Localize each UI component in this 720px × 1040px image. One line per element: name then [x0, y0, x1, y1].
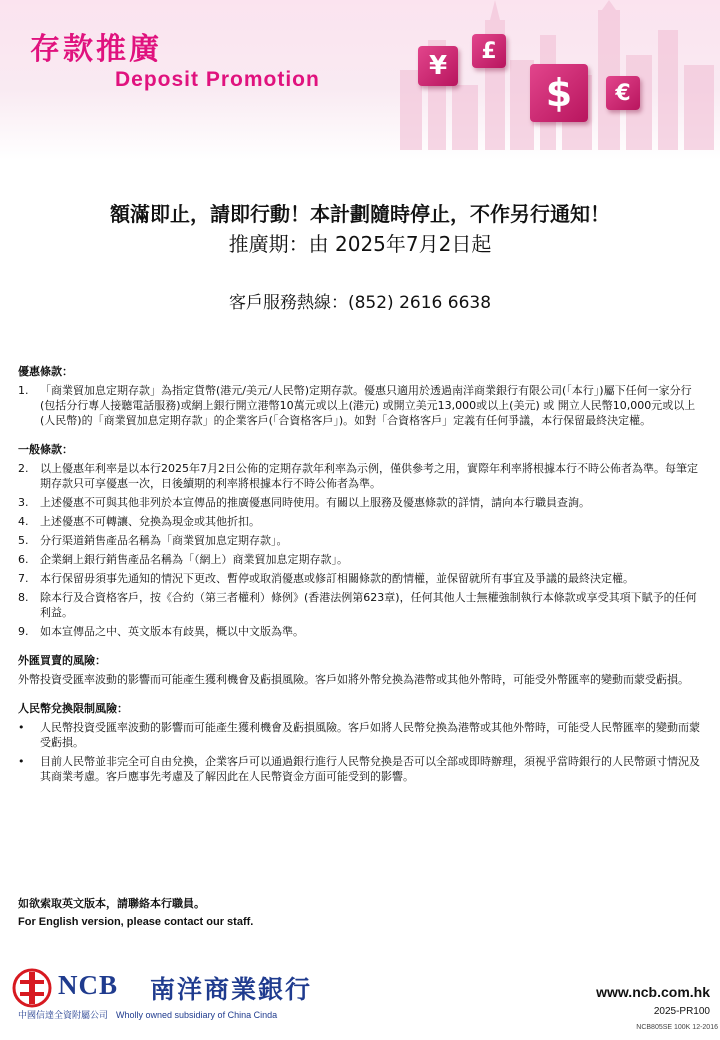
- bullet-icon: •: [18, 755, 25, 768]
- print-code: NCB805SE 100K 12-2016: [636, 1024, 718, 1031]
- item-text: 上述優惠不可轉讓、兌換為現金或其他折扣。: [40, 515, 260, 528]
- bank-name-chinese: 南洋商業銀行: [150, 975, 313, 1004]
- list-item: [18, 552, 706, 567]
- item-number: 6.: [18, 553, 29, 566]
- item-number: 5.: [18, 534, 29, 547]
- item-text: 分行渠道銷售產品名稱為「商業貿加息定期存款」。: [40, 534, 288, 547]
- item-text: 以上優惠年利率是以本行2025年7月2日公佈的定期存款年利率為示例，僅供參考之用，實際年利率將根據本行不時公佈者為準。每筆定期存款只可享優惠一次，日後續期的利率將根據本行不時公佈者為準。: [40, 462, 698, 490]
- offer-terms-section: [18, 364, 706, 428]
- item-number: 8.: [18, 591, 29, 604]
- item-text: 如本宣傳品之中、英文版本有歧異，概以中文版為準。: [40, 625, 304, 638]
- item-text: 企業網上銀行銷售產品名稱為「（網上）商業貿加息定期存款」。: [40, 553, 348, 566]
- terms-content: [18, 364, 706, 798]
- list-item: [18, 495, 706, 510]
- note-english: For English version, please contact our staff.: [18, 916, 254, 928]
- dollar-cube-icon: $: [530, 64, 588, 122]
- list-item: [18, 720, 706, 750]
- note-chinese: 如欲索取英文版本，請聯絡本行職員。: [18, 897, 205, 910]
- rmb-risk-section: [18, 701, 706, 784]
- euro-cube-icon: €: [606, 76, 640, 110]
- item-text: 「商業貿加息定期存款」為指定貨幣(港元/美元/人民幣)定期存款。優惠只適用於透過南洋商業銀行有限公司(「本行」)屬下任何一家分行(包括分行專人接聽電話服務)或網上銀行開立港幣10萬元或以上(港元) 或開立美元13,000或以上(美元) 或 開立人民幣10,000元或以上(人民幣)的「商業貿加息定期存款」的企業客戶(「合資格客戶」)。如對「合資格客戶」定義有任何爭議，本行保留最終決定權。: [40, 384, 696, 427]
- section-title: 優惠條款：: [18, 365, 73, 378]
- yen-cube-icon: ¥: [418, 46, 458, 86]
- item-number: 9.: [18, 625, 29, 638]
- subsidiary-english: Wholly owned subsidiary of China Cinda: [116, 1010, 278, 1020]
- list-item: [18, 571, 706, 586]
- section-title: 一般條款：: [18, 443, 73, 456]
- banner-title-chinese: 存款推廣: [30, 32, 162, 67]
- pound-cube-icon: £: [472, 34, 506, 68]
- bullet-icon: •: [18, 721, 25, 734]
- document-code: 2025-PR100: [653, 1006, 710, 1017]
- item-text: 上述優惠不可與其他非列於本宣傳品的推廣優惠同時使用。有關以上服務及優惠條款的詳情，請向本行職員查詢。: [40, 496, 590, 509]
- list-item: [18, 514, 706, 529]
- list-item: [18, 624, 706, 639]
- list-item: [18, 533, 706, 548]
- ncb-logo-icon: [12, 968, 52, 1008]
- banner-title-english: Deposit Promotion: [115, 68, 320, 91]
- item-number: 7.: [18, 572, 29, 585]
- promo-headline: 額滿即止，請即行動！本計劃隨時停止，不作另行通知！: [110, 202, 610, 226]
- item-text: 本行保留毋須事先通知的情況下更改、暫停或取消優惠或修訂相關條款的酌情權，並保留就所有事宜及爭議的最終決定權。: [40, 572, 634, 585]
- item-number: 4.: [18, 515, 29, 528]
- general-terms-section: [18, 442, 706, 639]
- subsidiary-chinese: 中國信達全資附屬公司: [18, 1011, 109, 1021]
- ncb-wordmark: NCB: [58, 970, 119, 1000]
- fx-risk-section: [18, 653, 706, 687]
- item-text: 目前人民幣並非完全可自由兌換，企業客戶可以通過銀行進行人民幣兌換是否可以全部或即時辦理，須視乎當時銀行的人民幣頭寸情況及其商業考慮。客戶應事先考慮及了解因此在人民幣資金方面可能受到的影響。: [40, 755, 700, 783]
- promotion-period: 推廣期：由 2025年7月2日起: [228, 232, 492, 256]
- item-text: 除本行及合資格客戶，按《合約（第三者權利）條例》(香港法例第623章)，任何其他人士無權強制執行本條款或享受其項下賦予的任何利益。: [40, 591, 697, 619]
- bank-website-url: www.ncb.com.hk: [596, 984, 710, 1000]
- list-item: [18, 461, 706, 491]
- item-number: 3.: [18, 496, 29, 509]
- item-text: 人民幣投資受匯率波動的影響而可能產生獲利機會及虧損風險。客戶如將人民幣兌換為港幣或其他外幣時，可能受人民幣匯率的變動而蒙受虧損。: [40, 721, 700, 749]
- subsidiary-line: [18, 1008, 277, 1021]
- item-number: 1.: [18, 384, 29, 397]
- list-item: [18, 754, 706, 784]
- section-title: 人民幣兌換限制風險：: [18, 702, 128, 715]
- header-banner: [0, 0, 720, 160]
- section-title: 外匯買賣的風險：: [18, 654, 106, 667]
- english-version-note: [18, 894, 253, 932]
- item-number: 2.: [18, 462, 29, 475]
- customer-hotline: 客戶服務熱線：(852) 2616 6638: [228, 293, 492, 313]
- list-item: [18, 383, 706, 428]
- list-item: [18, 590, 706, 620]
- paragraph: 外幣投資受匯率波動的影響而可能產生獲利機會及虧損風險。客戶如將外幣兌換為港幣或其他外幣時，可能受外幣匯率的變動而蒙受虧損。: [18, 673, 689, 686]
